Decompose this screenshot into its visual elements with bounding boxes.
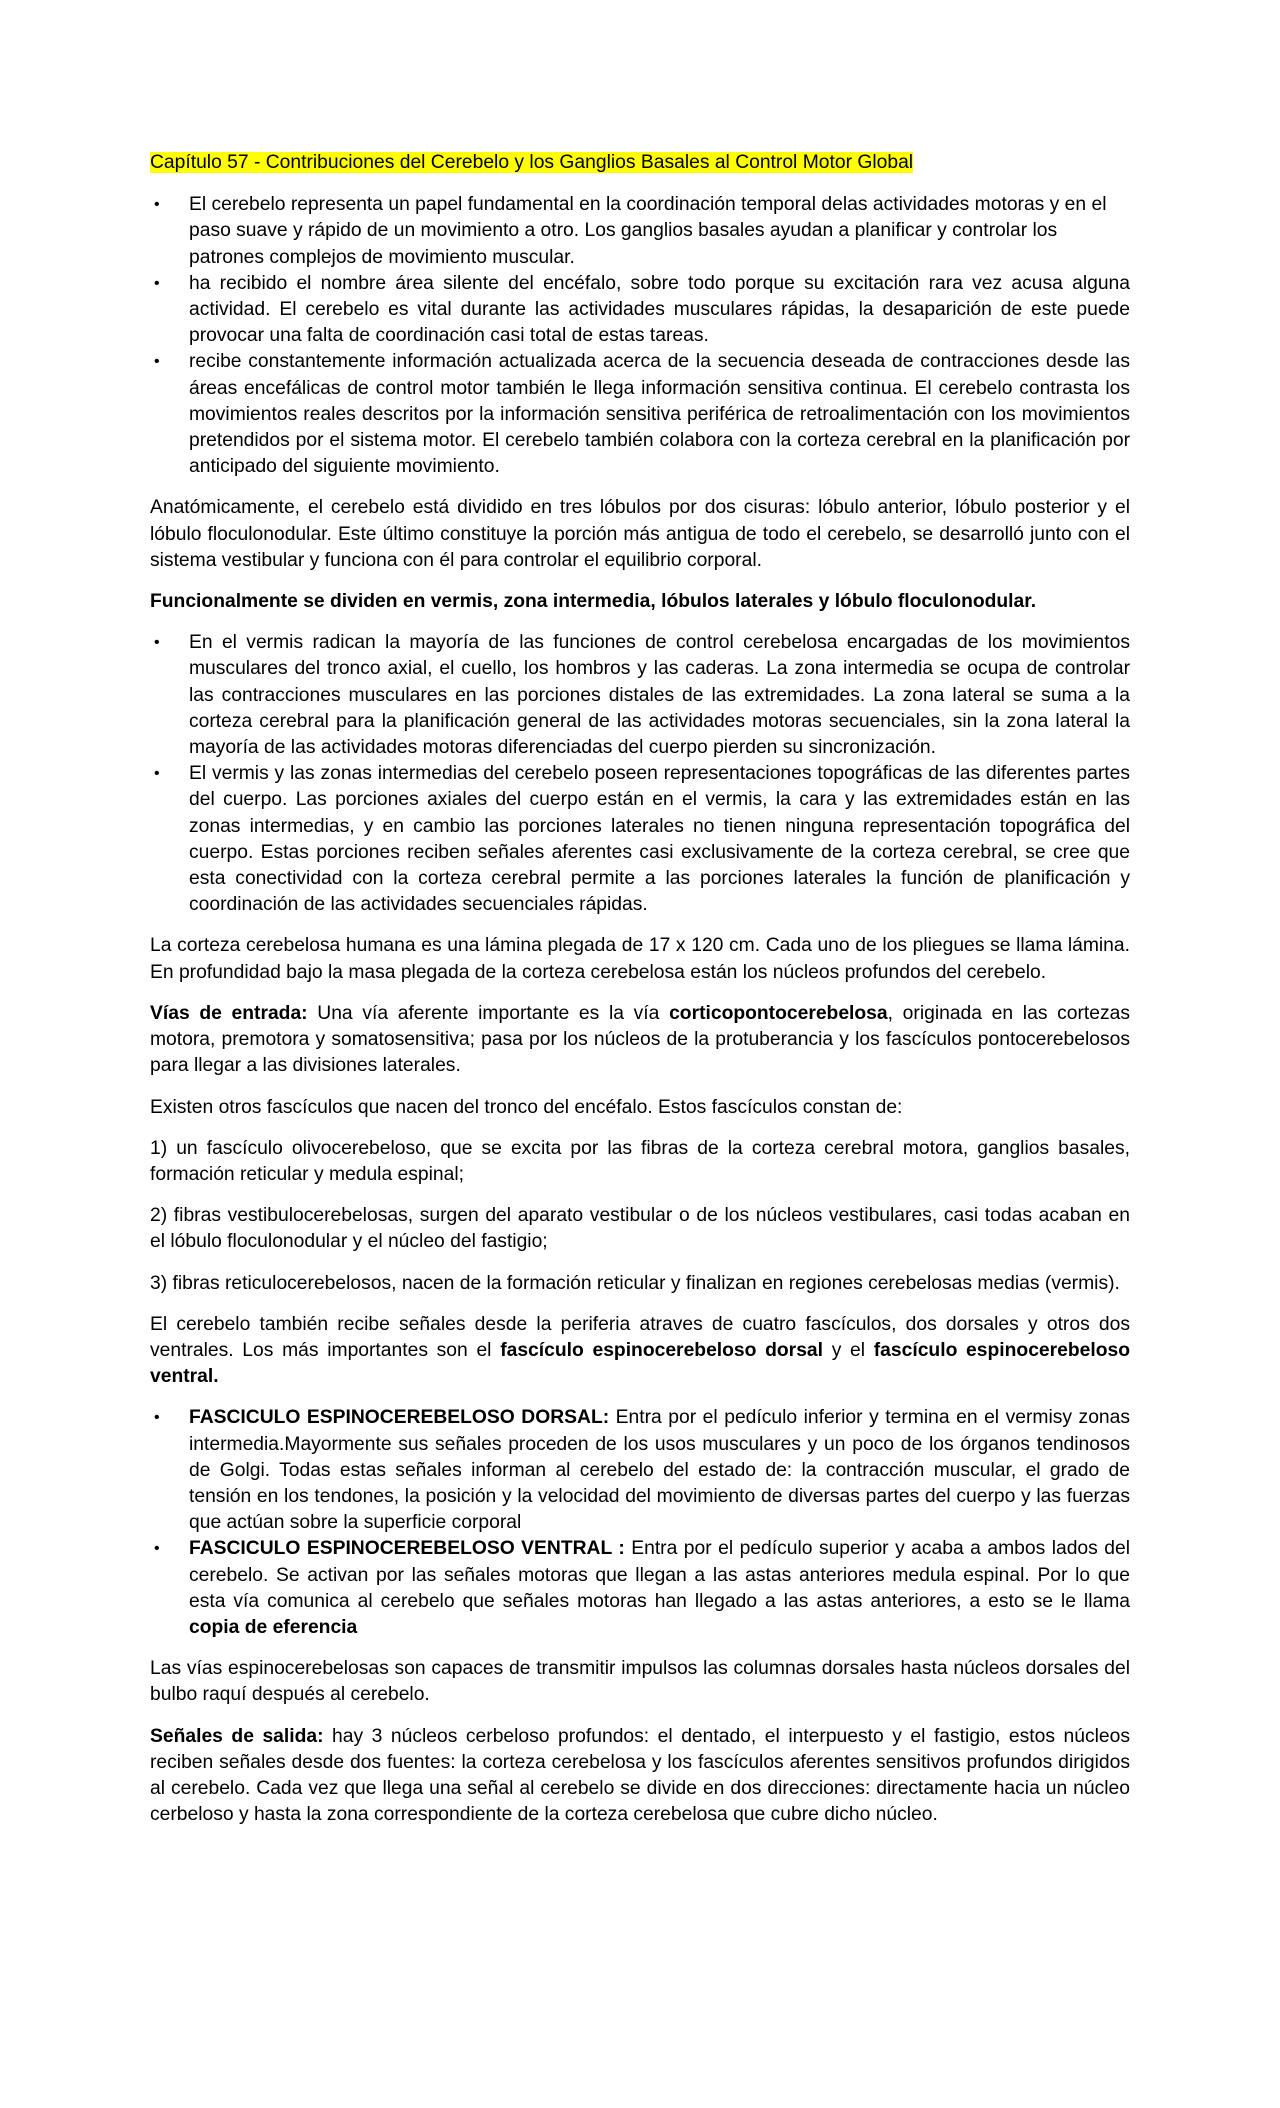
output-signals-paragraph: [150, 1724, 1130, 1829]
intro-bullet-list: [150, 192, 1130, 480]
spino-dorsal-label: FASCICULO ESPINOCEREBELOSO DORSAL:: [189, 1407, 610, 1429]
cortex-paragraph: La corteza cerebelosa humana es una lámina plegada de 17 x 120 cm. Cada uno de los pliegues se llama lámina. En profundidad bajo la masa plegada de la corteza cerebelosa están los núcleos profundos del cerebelo.: [150, 935, 1130, 983]
input-paths-text-after: , originada en las cortezas motora, premotora y somatosensitiva; pasa por los núcleos de la protuberancia y los fascículos pontocerebelosos para llegar a las divisiones laterales.: [150, 1002, 1131, 1077]
spino-ventral-text: Entra por el pedículo superior y acaba a ambos lados del cerebelo. Se activan por las señales motoras que llegan a las astas anteriores medula espinal. Por lo que esta vía comunica al cerebelo que señales motoras han llegado a las astas anteriores, a esto se le llama: [189, 1538, 1130, 1612]
list-item: [150, 630, 1130, 761]
bullet-icon: •: [154, 353, 160, 371]
spino-ventral-label: FASCICULO ESPINOCEREBELOSO VENTRAL :: [189, 1538, 625, 1560]
output-signals-label: Señales de salida:: [150, 1725, 324, 1747]
list-item: [150, 349, 1130, 480]
functional-heading: Funcionalmente se dividen en vermis, zona intermedia, lóbulos laterales y lóbulo floculonodular.: [150, 591, 1037, 613]
list-item: [150, 761, 1130, 918]
list-item-text: ha recibido el nombre área silente del encéfalo, sobre todo porque su excitación rara vez acusa alguna actividad. El cerebelo es vital durante las actividades musculares rápidas, la desaparición de este puede provocar una falta de coordinación casi total de estas tareas.: [189, 272, 1130, 347]
fascicle-item-2: 2) fibras vestibulocerebelosas, surgen del aparato vestibular o de los núcleos vestibulares, casi todas acaban en el lóbulo floculonodular y el núcleo del fastigio;: [150, 1205, 1130, 1253]
list-item: [150, 192, 1130, 271]
bullet-icon: •: [154, 634, 160, 652]
bullet-icon: •: [154, 1409, 160, 1427]
bullet-icon: •: [154, 1540, 160, 1558]
spino-dorsal-text: Entra por el pedículo inferior y termina en el vermisy zonas intermedia.Mayormente sus señales proceden de los usos musculares y un poco de los órganos tendinosos de Golgi. Todas estas señales informan al cerebelo del estado de: la contracción muscular, el grado de tensión en los tendones, la posición y la velocidad del movimiento de diversas partes del cuerpo y las fuerzas que actúan sobre la superficie corporal: [189, 1407, 1130, 1534]
bullet-icon: •: [154, 196, 160, 214]
spinal-paths-paragraph: Las vías espinocerebelosas son capaces de transmitir impulsos las columnas dorsales hasta núcleos dorsales del bulbo raquí después al cerebelo.: [150, 1658, 1130, 1706]
list-item-text: El vermis y las zonas intermedias del cerebelo poseen representaciones topográficas de las diferentes partes del cuerpo. Las porciones axiales del cuerpo están en el vermis, la cara y las extremidades están en las zonas intermedias, y en cambio las porciones laterales no tienen ninguna representación topográfica del cuerpo. Estas porciones reciben señales aferentes casi exclusivamente de la corteza cerebral, se cree que esta conectividad con la corteza cerebral permite a las porciones laterales la función de planificación y coordinación de las actividades secuenciales rápidas.: [189, 763, 1130, 916]
periphery-bold-1: fascículo espinocerebeloso dorsal: [500, 1339, 823, 1361]
input-paths-paragraph: [150, 1001, 1130, 1080]
other-fascicles-intro: Existen otros fascículos que nacen del tronco del encéfalo. Estos fascículos constan de:: [150, 1096, 903, 1118]
chapter-title-highlight: Capítulo 57 - Contribuciones del Cerebelo y los Ganglios Basales al Control Motor Global: [150, 152, 914, 173]
chapter-title: [150, 150, 1130, 176]
list-item-text: En el vermis radican la mayoría de las funciones de control cerebelosa encargadas de los movimientos musculares del tronco axial, el cuello, los hombros y las caderas. La zona intermedia se ocupa de controlar las contracciones musculares en las porciones distales de las extremidades. La zona lateral se suma a la corteza cerebral para la planificación general de las actividades motoras secuenciales, sin la zona lateral la mayoría de las actividades motoras diferenciadas del cuerpo pierden su sincronización.: [189, 632, 1130, 759]
bullet-icon: •: [154, 765, 160, 783]
functional-bullet-list: [150, 630, 1130, 918]
spino-bullet-list: [150, 1405, 1130, 1641]
list-item-text: recibe constantemente información actualizada acerca de la secuencia deseada de contracciones desde las áreas encefálicas de control motor también le llega información sensitiva continua. El cerebelo contrasta los movimientos reales descritos por la información sensitiva periférica de retroalimentación con los movimientos pretendidos por el sistema motor. El cerebelo también colabora con la corteza cerebral en la planificación por anticipado del siguiente movimiento.: [189, 351, 1130, 478]
bullet-icon: •: [154, 274, 160, 292]
periphery-text-before: El cerebelo también recibe señales desde la periferia atraves de cuatro fascículos, dos dorsales y otros dos ventrales. Los más importantes son el: [150, 1313, 1130, 1361]
list-item: [150, 271, 1130, 350]
input-paths-bold-term: corticopontocerebelosa: [669, 1002, 888, 1024]
fascicle-item-1: 1) un fascículo olivocerebeloso, que se excita por las fibras de la corteza cerebral motora, ganglios basales, formación reticular y medula espinal;: [150, 1137, 1130, 1185]
list-item-text: El cerebelo representa un papel fundamental en la coordinación temporal delas actividades motoras y en el paso suave y rápido de un movimiento a otro. Los ganglios basales ayudan a planificar y controlar los patrones complejos de movimiento muscular.: [189, 194, 1107, 268]
list-item: [150, 1536, 1130, 1641]
output-signals-text: hay 3 núcleos cerbeloso profundos: el dentado, el interpuesto y el fastigio, estos núcleos reciben señales desde dos fuentes: la corteza cerebelosa y los fascículos aferentes sensitivos profundos dirigidos al cerebelo. Cada vez que llega una señal al cerebelo se divide en dos direcciones: directamente hacia un núcleo cerbeloso y hasta la zona correspondiente de la corteza cerebelosa que cubre dicho núcleo.: [150, 1725, 1130, 1826]
fascicle-item-3: 3) fibras reticulocerebelosos, nacen de la formación reticular y finalizan en regiones cerebelosas medias (vermis).: [150, 1272, 1120, 1294]
input-paths-text-before: Una vía aferente importante es la vía: [307, 1002, 670, 1024]
anatomy-paragraph: Anatómicamente, el cerebelo está dividido en tres lóbulos por dos cisuras: lóbulo anterior, lóbulo posterior y el lóbulo floculonodular. Este último constituye la porción más antigua de todo el cerebelo, se desarrolló junto con el sistema vestibular y funciona con él para controlar el equilibrio corporal.: [150, 497, 1130, 571]
periphery-bold-2: fascículo espinocerebeloso ventral.: [150, 1339, 1131, 1388]
periphery-text-middle: y el: [823, 1339, 874, 1361]
spino-ventral-bold-end: copia de eferencia: [189, 1616, 358, 1638]
input-paths-label: Vías de entrada:: [150, 1002, 308, 1024]
list-item: [150, 1405, 1130, 1536]
periphery-paragraph: [150, 1312, 1130, 1391]
